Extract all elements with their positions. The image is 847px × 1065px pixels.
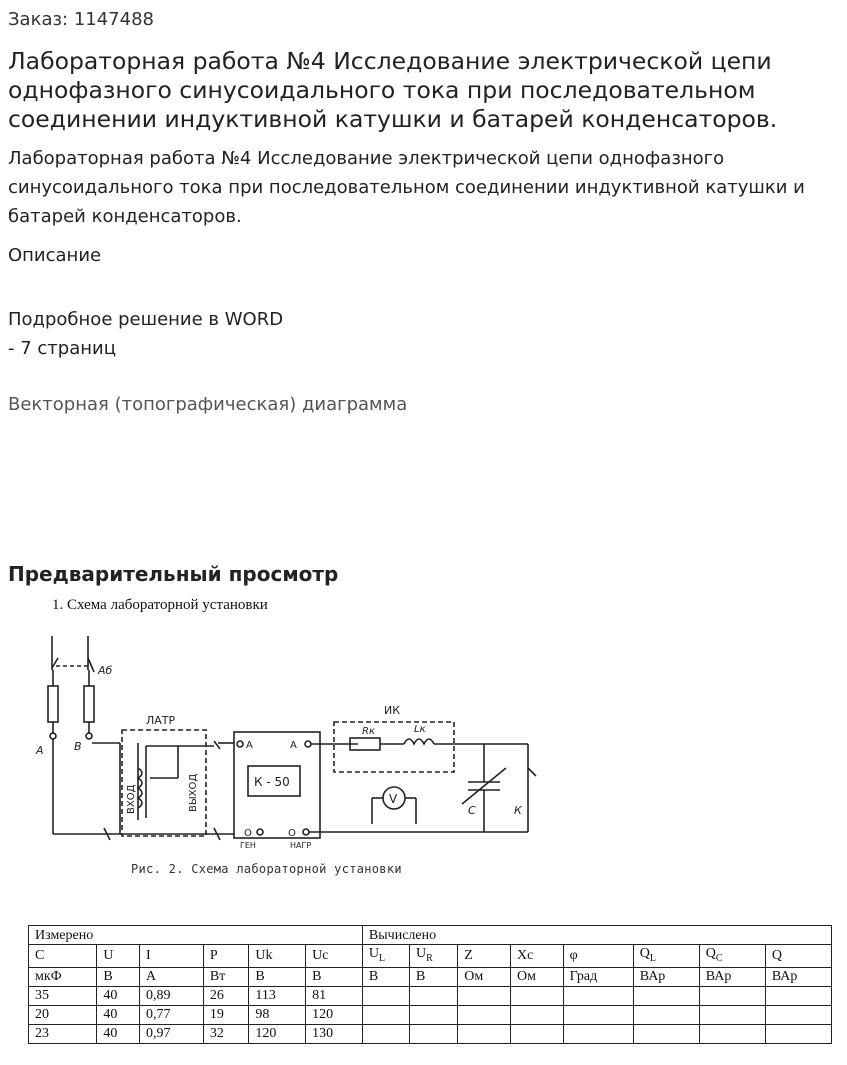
unit-cell: В xyxy=(362,967,409,986)
unit-cell: Ом xyxy=(510,967,563,986)
voltmeter-label: V xyxy=(389,792,398,806)
table-cell: 40 xyxy=(97,1024,140,1043)
table-units-row xyxy=(29,967,832,986)
table-cell: 98 xyxy=(249,1005,306,1024)
group-calculated: Вычислено xyxy=(362,926,831,945)
unit-cell: А xyxy=(139,967,203,986)
circuit-schematic xyxy=(28,628,548,858)
table-cell: 40 xyxy=(97,1005,140,1024)
table-row xyxy=(29,986,832,1005)
table-cell xyxy=(410,986,458,1005)
table-cell xyxy=(362,986,409,1005)
k50-terminal-o2: О xyxy=(288,828,296,839)
table-cell: 113 xyxy=(249,986,306,1005)
table-cell xyxy=(633,1005,699,1024)
column-header: U xyxy=(97,945,140,968)
table-cell xyxy=(699,1024,765,1043)
table-cell xyxy=(633,1024,699,1043)
description-label: Описание xyxy=(8,245,102,266)
table-cell: 35 xyxy=(29,986,97,1005)
table-cell xyxy=(510,1005,563,1024)
solution-format: Подробное решение в WORD xyxy=(8,309,284,330)
table-cell xyxy=(765,986,831,1005)
unit-cell: Град xyxy=(563,967,633,986)
table-cell: 0,97 xyxy=(139,1024,203,1043)
column-header: Uk xyxy=(249,945,306,968)
fuses xyxy=(35,670,94,757)
column-header: С xyxy=(29,945,97,968)
group-measured: Измерено xyxy=(29,926,363,945)
preview-heading: Предварительный просмотр xyxy=(8,562,339,586)
unit-cell: В xyxy=(249,967,306,986)
table-row xyxy=(29,1024,832,1043)
coil-label: ИК xyxy=(384,704,401,717)
column-header: Uc xyxy=(306,945,363,968)
capacitor-label: С xyxy=(468,804,476,817)
column-header: $U_R$ xyxy=(410,945,458,968)
table-cell xyxy=(458,1024,511,1043)
terminal-b-label: В xyxy=(74,740,82,753)
table-cell xyxy=(410,1024,458,1043)
latr-label: ЛАТР xyxy=(146,714,176,727)
nagr-label: НАГР xyxy=(290,841,312,850)
page-title: Лабораторная работа №4 Исследование электрической цепи однофазного синусоидального тока при последовательном соединении индуктивной катушки и батарей конденсаторов. xyxy=(8,47,778,133)
table-cell xyxy=(765,1005,831,1024)
latr-input-label: ВХОД xyxy=(126,784,137,814)
table-cell: 0,89 xyxy=(139,986,203,1005)
table-cell xyxy=(458,1005,511,1024)
resistor-label: Rк xyxy=(362,726,375,737)
table-row xyxy=(29,1005,832,1024)
table-cell xyxy=(563,1005,633,1024)
table-cell xyxy=(633,986,699,1005)
column-header: Z xyxy=(458,945,511,968)
table-cell xyxy=(699,1005,765,1024)
scan-caption: 1. Схема лабораторной установки xyxy=(52,597,268,613)
order-number: Заказ: 1147488 xyxy=(8,9,154,30)
unit-cell: ВАр xyxy=(699,967,765,986)
k50-terminal-a1: А xyxy=(246,740,253,751)
unit-cell: ВАр xyxy=(765,967,831,986)
unit-cell: Ом xyxy=(458,967,511,986)
table-cell xyxy=(563,1024,633,1043)
results-table xyxy=(28,925,832,1044)
column-header: Xc xyxy=(510,945,563,968)
table-cell xyxy=(563,986,633,1005)
table-header-row xyxy=(29,945,832,968)
load-circuit xyxy=(309,704,536,832)
column-header: I xyxy=(139,945,203,968)
key-label: К xyxy=(514,804,522,817)
table-cell xyxy=(510,986,563,1005)
figure-caption: Рис. 2. Схема лабораторной установки xyxy=(131,862,402,876)
table-cell: 40 xyxy=(97,986,140,1005)
table-cell xyxy=(510,1024,563,1043)
header-subscript: C xyxy=(715,952,723,964)
column-header: $U_L$ xyxy=(362,945,409,968)
k50-meter xyxy=(234,732,320,850)
table-cell: 130 xyxy=(306,1024,363,1043)
table-cell: 19 xyxy=(203,1005,249,1024)
table-cell xyxy=(458,986,511,1005)
table-cell xyxy=(699,986,765,1005)
autotransformer xyxy=(122,714,214,836)
unit-cell: Вт xyxy=(203,967,249,986)
table-cell: 120 xyxy=(306,1005,363,1024)
unit-cell: В xyxy=(97,967,140,986)
table-cell xyxy=(410,1005,458,1024)
switch-label: Аб xyxy=(98,664,113,677)
k50-terminal-a2: А xyxy=(290,740,297,751)
k50-label: К - 50 xyxy=(254,775,290,789)
table-group-row xyxy=(29,926,832,945)
description-text: Лабораторная работа №4 Исследование электрической цепи однофазного синусоидального тока при последовательном соединении индуктивной катушки и батарей конденсаторов. xyxy=(8,148,805,227)
unit-cell: мкФ xyxy=(29,967,97,986)
header-subscript: L xyxy=(649,952,656,964)
column-header: P xyxy=(203,945,249,968)
inductor-label: Lк xyxy=(414,724,426,735)
column-header: φ xyxy=(563,945,633,968)
table-cell xyxy=(362,1024,409,1043)
table-cell: 32 xyxy=(203,1024,249,1043)
page-count: - 7 страниц xyxy=(8,338,116,359)
table-cell: 81 xyxy=(306,986,363,1005)
latr-output-label: ВЫХОД xyxy=(188,773,199,812)
table-cell: 23 xyxy=(29,1024,97,1043)
table-cell xyxy=(362,1005,409,1024)
k50-terminal-o1: О xyxy=(244,828,252,839)
header-subscript: L xyxy=(379,952,386,964)
column-header: $Q_C$ xyxy=(699,945,765,968)
table-cell: 0,77 xyxy=(139,1005,203,1024)
table-cell: 26 xyxy=(203,986,249,1005)
gen-label: ГЕН xyxy=(240,841,256,850)
table-cell: 120 xyxy=(249,1024,306,1043)
vector-diagram-note: Векторная (топографическая) диаграмма xyxy=(8,394,408,415)
power-switch xyxy=(52,636,113,677)
column-header: $Q_L$ xyxy=(633,945,699,968)
terminal-a-label: А xyxy=(36,744,44,757)
unit-cell: ВАр xyxy=(633,967,699,986)
table-cell: 20 xyxy=(29,1005,97,1024)
wiring xyxy=(53,739,234,840)
header-subscript: R xyxy=(426,952,433,964)
unit-cell: В xyxy=(410,967,458,986)
table-cell xyxy=(765,1024,831,1043)
column-header: Q xyxy=(765,945,831,968)
unit-cell: В xyxy=(306,967,363,986)
